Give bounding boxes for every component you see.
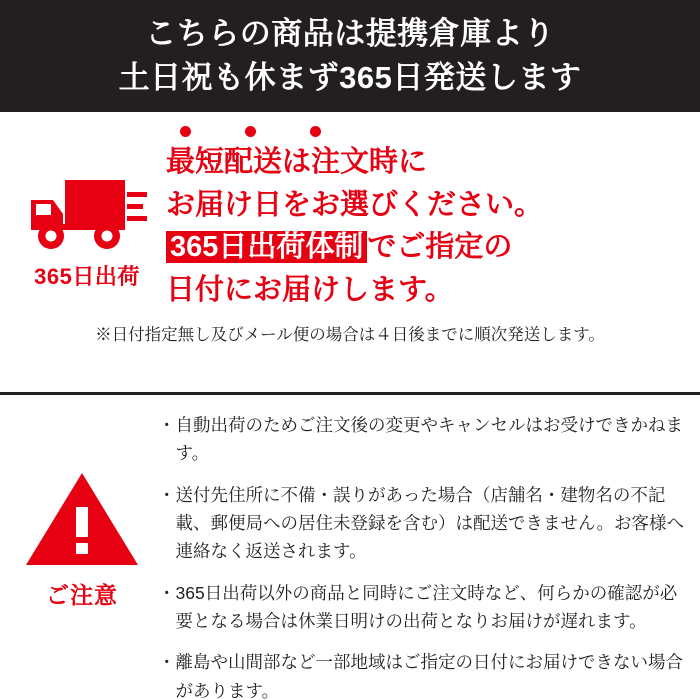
header-line-1: こちらの商品は提携倉庫より — [145, 15, 555, 51]
list-item — [158, 481, 686, 566]
shipping-section — [0, 112, 700, 395]
truck-icon — [23, 170, 151, 254]
shipping-note: ※日付指定無し及びメール便の場合は４日後までに順次発送します。 — [95, 325, 605, 344]
list-item — [158, 411, 686, 468]
caution-section — [0, 395, 700, 700]
shipping-line-3-rest: でご指定の — [367, 231, 513, 264]
truck-block — [8, 122, 166, 291]
bullet-mark: ・ — [158, 582, 176, 603]
caution-bullet-list — [158, 409, 690, 700]
bullet-text: 離島や山間部など一部地域はご指定の日付にお届けできない場合があります。 — [175, 652, 683, 700]
bullet-mark: ・ — [158, 652, 176, 673]
dot-1 — [180, 126, 191, 137]
list-item — [158, 648, 686, 700]
caution-label: ご注意 — [46, 582, 118, 608]
dot-3 — [310, 126, 321, 137]
bullet-text: 送付先住所に不備・誤りがあった場合（店舗名・建物名の不記載、郵便局への居住未登録を含む）は配送できません。お客様へ連絡なく返送されます。 — [175, 484, 685, 562]
bullet-mark: ・ — [158, 484, 176, 505]
bullet-mark: ・ — [158, 415, 176, 435]
bullet-text: 自動出荷のためご注文後の変更やキャンセルはお受けできかねます。 — [175, 415, 683, 464]
banner-header — [0, 0, 700, 112]
decorative-dots — [166, 126, 690, 137]
truck-label: 365日出荷 — [34, 264, 140, 289]
shipping-line-1: 最短配送は注文時に — [166, 146, 428, 178]
caution-block — [6, 409, 158, 700]
shipping-highlight: 365日出荷体制 — [166, 231, 367, 263]
list-item — [158, 579, 686, 636]
bullet-text: 365日出荷以外の商品と同時にご注文時など、何らかの確認が必要となる場合は休業日明けの出荷となりお届けが遅れます。 — [175, 582, 678, 632]
shipping-line-3 — [166, 226, 690, 269]
warning-triangle-icon — [24, 469, 140, 569]
shipping-text-block — [166, 122, 700, 312]
shipping-line-4: 日付にお届けします。 — [166, 273, 454, 306]
shipping-section-body — [0, 122, 700, 312]
dot-2 — [245, 126, 256, 137]
shipping-line-2: お届け日をお選びください。 — [166, 188, 544, 221]
header-line-2: 土日祝も休まず365日発送します — [118, 60, 582, 95]
